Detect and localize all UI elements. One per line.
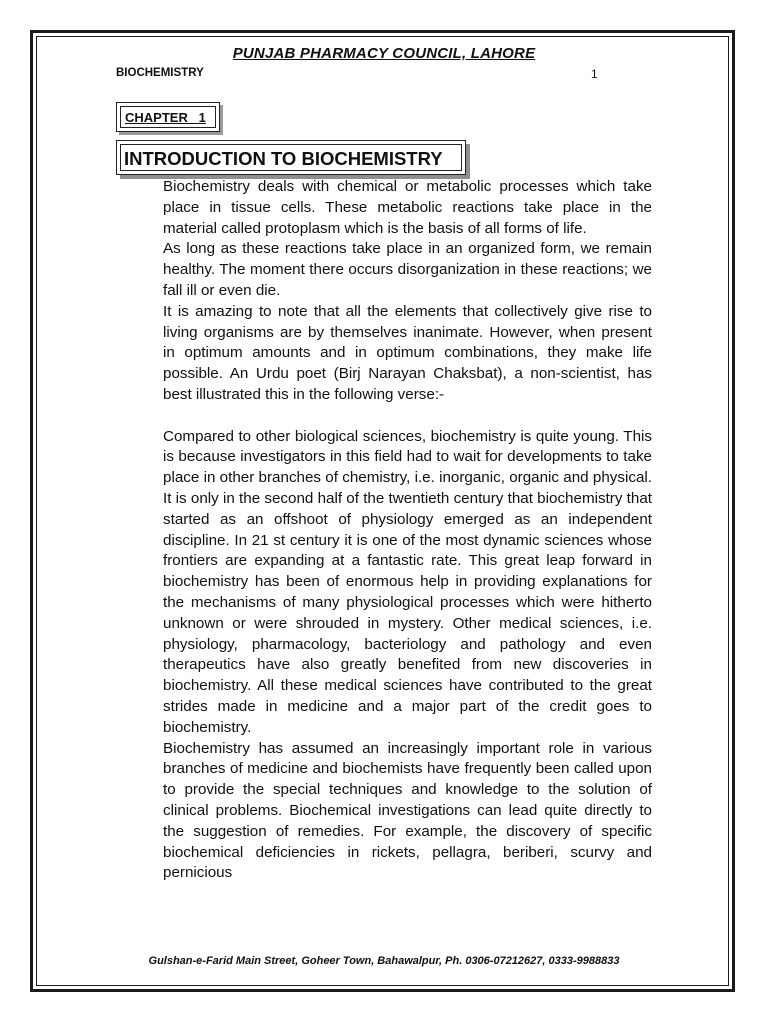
paragraph: Compared to other biological sciences, biochemistry is quite young. This is because investigators in this field had to wait for developments to take place in other branches of chemistry, i.e. inorganic, organic and physical. It is only in the second half of the twentieth century that biochemistry that started as an offshoot of physiology emerged as an independent discipline. In 21 st century it is one of the most dynamic sciences whose frontiers are expanding at a fantastic rate. This great leap forward in biochemistry has been of enormous help in providing explanations for the mechanisms of many physiological processes which were hitherto unknown or were shrouded in mystery. Other medical sciences, i.e. physiology, pharmacology, bacteriology and pathology and even therapeutics have also greatly benefited from new discoveries in biochemistry. All these medical sciences have contributed to the great strides made in medicine and a major part of the credit goes to biochemistry.	[163, 427, 652, 736]
page-number: 1	[591, 67, 598, 81]
chapter-title: INTRODUCTION TO BIOCHEMISTRY	[120, 144, 462, 171]
chapter-title-box	[116, 140, 466, 175]
chapter-label: CHAPTER 1	[120, 106, 216, 128]
verse-gap	[163, 406, 652, 427]
paragraph: It is amazing to note that all the elements that collectively give rise to living organisms are by themselves inanimate. However, when present in optimum amounts and in optimum combinations, they make life possible. An Urdu poet (Birj Narayan Chaksbat), a non-scientist, has best illustrated this in the following verse:-	[163, 302, 652, 403]
chapter-label-box	[116, 102, 220, 132]
body-text	[163, 177, 652, 884]
paragraph: As long as these reactions take place in an organized form, we remain healthy. The moment there occurs disorganization in these reactions; we fall ill or even die.	[163, 240, 652, 299]
footer-address: Gulshan-e-Farid Main Street, Goheer Town, Bahawalpur, Ph. 0306-07212627, 0333-9988833	[148, 955, 620, 967]
subject-header: BIOCHEMISTRY	[116, 67, 204, 79]
council-title: PUNJAB PHARMACY COUNCIL, LAHORE	[232, 45, 536, 62]
paragraph: Biochemistry has assumed an increasingly important role in various branches of medicine and biochemists have frequently been called upon to provide the special techniques and knowledge to the solution of clinical problems. Biochemical investigations can lead quite directly to the suggestion of remedies. For example, the discovery of specific biochemical deficiencies in rickets, pellagra, beriberi, scurvy and pernicious	[163, 739, 652, 882]
paragraph: Biochemistry deals with chemical or metabolic processes which take place in tissue cells. These metabolic reactions take place in the material called protoplasm which is the basis of all forms of life.	[163, 178, 652, 237]
